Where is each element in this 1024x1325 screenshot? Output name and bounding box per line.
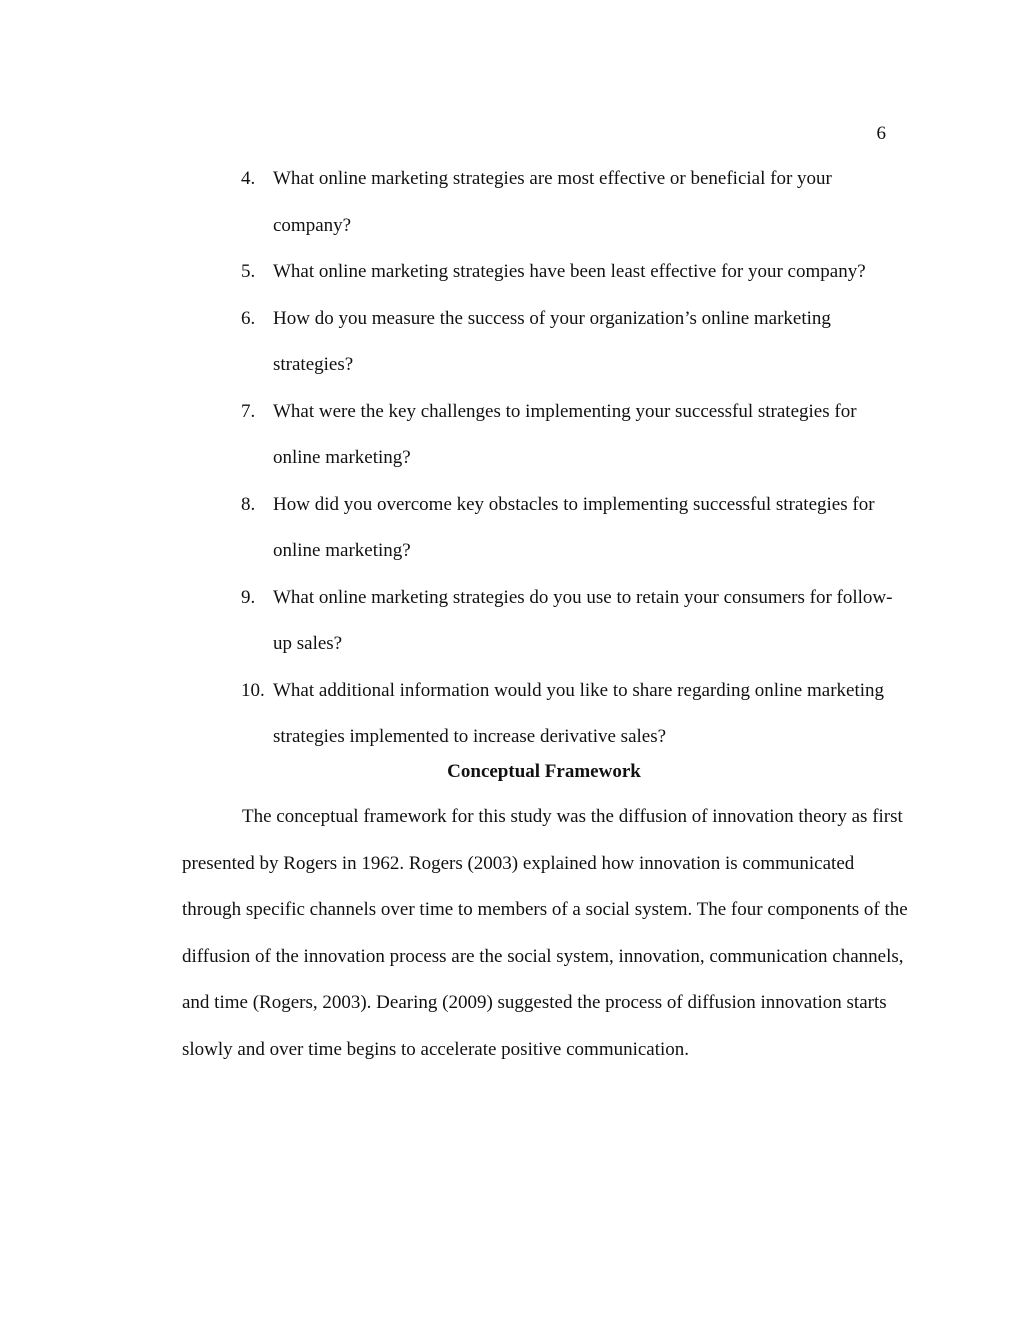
list-item-text: How do you measure the success of your organization’s online marketing strategies? xyxy=(273,307,831,375)
list-item xyxy=(241,296,921,389)
list-item xyxy=(241,156,921,249)
list-item-number: 6. xyxy=(241,307,256,329)
list-item-number: 4. xyxy=(241,168,256,189)
list-item-number: 5. xyxy=(241,261,256,282)
list-item xyxy=(241,249,921,296)
list-item xyxy=(241,389,921,482)
list-item-text: How did you overcome key obstacles to implementing successful strategies for online marketing? xyxy=(273,493,875,561)
list-item-text: What were the key challenges to implementing your successful strategies for online marketing? xyxy=(273,400,857,468)
list-item-number: 7. xyxy=(241,400,256,422)
list-item xyxy=(241,575,921,668)
list-item xyxy=(241,668,921,761)
list-item-number: 10. xyxy=(241,679,265,701)
list-item-text: What online marketing strategies have been least effective for your company? xyxy=(273,261,866,282)
list-item-text: What additional information would you like to share regarding online marketing strategies implemented to increase derivative sales? xyxy=(273,679,885,747)
list-item-text: What online marketing strategies do you use to retain your consumers for follow-up sales? xyxy=(273,586,893,654)
list-item-number: 9. xyxy=(241,586,256,608)
list-item-text: What online marketing strategies are most effective or beneficial for your company? xyxy=(273,168,832,236)
page-number: 6 xyxy=(876,123,886,144)
interview-questions-list xyxy=(241,156,921,761)
list-item-number: 8. xyxy=(241,493,256,515)
section-heading: Conceptual Framework xyxy=(447,761,641,782)
body-paragraph: The conceptual framework for this study was the diffusion of innovation theory as first presented by Rogers in 1962. Rogers (2003) explained how innovation is communicated through specific channels over time to members of a social system. The four components of the diffusion of the innovation process are the social system, innovation, communication channels, and time (Rogers, 2003). Dearing (2009) suggested the process of diffusion innovation starts slowly and over time begins to accelerate positive communication. xyxy=(182,806,908,1060)
list-item xyxy=(241,482,921,575)
